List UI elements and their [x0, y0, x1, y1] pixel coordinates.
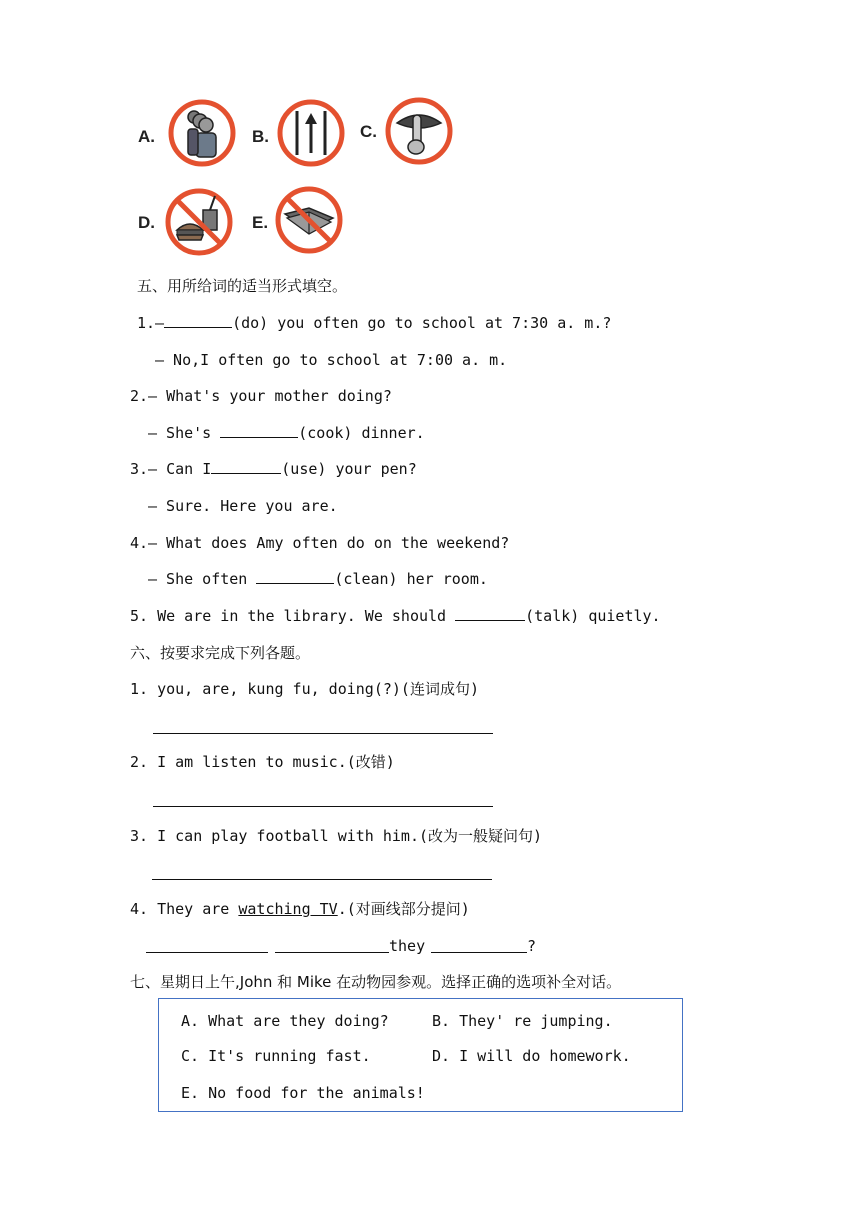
- answer-line[interactable]: [431, 952, 527, 953]
- question-6-4: [130, 899, 470, 919]
- answer-blank[interactable]: [164, 313, 232, 328]
- options-box: [158, 998, 683, 1112]
- question-5-3b: — Sure. Here you are.: [148, 497, 338, 515]
- question-6-2: 2. I am listen to music.(改错): [130, 753, 395, 771]
- option-b: B. They' re jumping.: [432, 1012, 613, 1030]
- answer-blank[interactable]: [455, 606, 525, 621]
- sign-letter-a: A.: [138, 127, 155, 146]
- q-prefix: 1.—: [137, 314, 165, 332]
- section5-heading: 五、用所给词的适当形式填空。: [137, 277, 348, 295]
- q-prefix: 4. They are: [130, 900, 239, 918]
- q-suffix: (clean) her room.: [334, 570, 488, 588]
- question-5-5: [130, 606, 661, 626]
- question-5-1b: — No,I often go to school at 7:00 a. m.: [155, 351, 508, 369]
- answer-line[interactable]: [152, 879, 492, 880]
- question-5-1a: [137, 313, 611, 333]
- no-books-sign-icon: [273, 184, 345, 256]
- option-a: A. What are they doing?: [181, 1012, 389, 1030]
- keep-quiet-sign-icon: [383, 95, 455, 167]
- q-prefix: — She often: [148, 570, 257, 588]
- q-suffix: (cook) dinner.: [298, 424, 425, 442]
- option-d: D. I will do homework.: [432, 1047, 631, 1065]
- question-6-3: 3. I can play football with him.(改为一般疑问句): [130, 827, 543, 845]
- answer-line[interactable]: [153, 733, 493, 734]
- answer-line[interactable]: [146, 952, 268, 953]
- question-5-2b: [148, 423, 425, 443]
- section6-heading: 六、按要求完成下列各题。: [130, 644, 311, 662]
- section7-heading: 七、星期日上午,John 和 Mike 在动物园参观。选择正确的选项补全对话。: [130, 973, 622, 991]
- q-suffix: (talk) quietly.: [525, 607, 661, 625]
- sign-letter-b: B.: [252, 127, 269, 146]
- underlined-phrase: watching TV: [238, 900, 338, 918]
- q4-they-word: they: [389, 937, 426, 955]
- one-way-arrow-sign-icon: [275, 97, 347, 169]
- sign-letter-d: D.: [138, 213, 155, 232]
- question-5-3a: [130, 459, 417, 479]
- answer-line[interactable]: [275, 952, 389, 953]
- answer-blank[interactable]: [211, 459, 281, 474]
- question-6-1: 1. you, are, kung fu, doing(?)(连词成句): [130, 680, 479, 698]
- no-crowding-sign-icon: [166, 97, 238, 169]
- answer-line[interactable]: [153, 806, 493, 807]
- answer-blank[interactable]: [220, 423, 298, 438]
- question-5-4a: 4.— What does Amy often do on the weekend?: [130, 534, 510, 552]
- q-prefix: 5. We are in the library. We should: [130, 607, 456, 625]
- option-c: C. It's running fast.: [181, 1047, 371, 1065]
- sign-letter-e: E.: [252, 213, 269, 232]
- question-5-2a: 2.— What's your mother doing?: [130, 387, 392, 405]
- sign-letter-c: C.: [360, 122, 377, 141]
- q-prefix: 3.— Can I: [130, 460, 212, 478]
- q-suffix: .(对画线部分提问): [337, 900, 470, 918]
- q4-question-mark: ?: [527, 937, 537, 955]
- q-suffix: (use) your pen?: [281, 460, 417, 478]
- q-suffix: (do) you often go to school at 7:30 a. m.?: [232, 314, 612, 332]
- answer-blank[interactable]: [256, 569, 334, 584]
- option-e: E. No food for the animals!: [181, 1084, 425, 1102]
- q-prefix: — She's: [148, 424, 221, 442]
- no-food-drink-sign-icon: [163, 186, 235, 258]
- question-5-4b: [148, 569, 488, 589]
